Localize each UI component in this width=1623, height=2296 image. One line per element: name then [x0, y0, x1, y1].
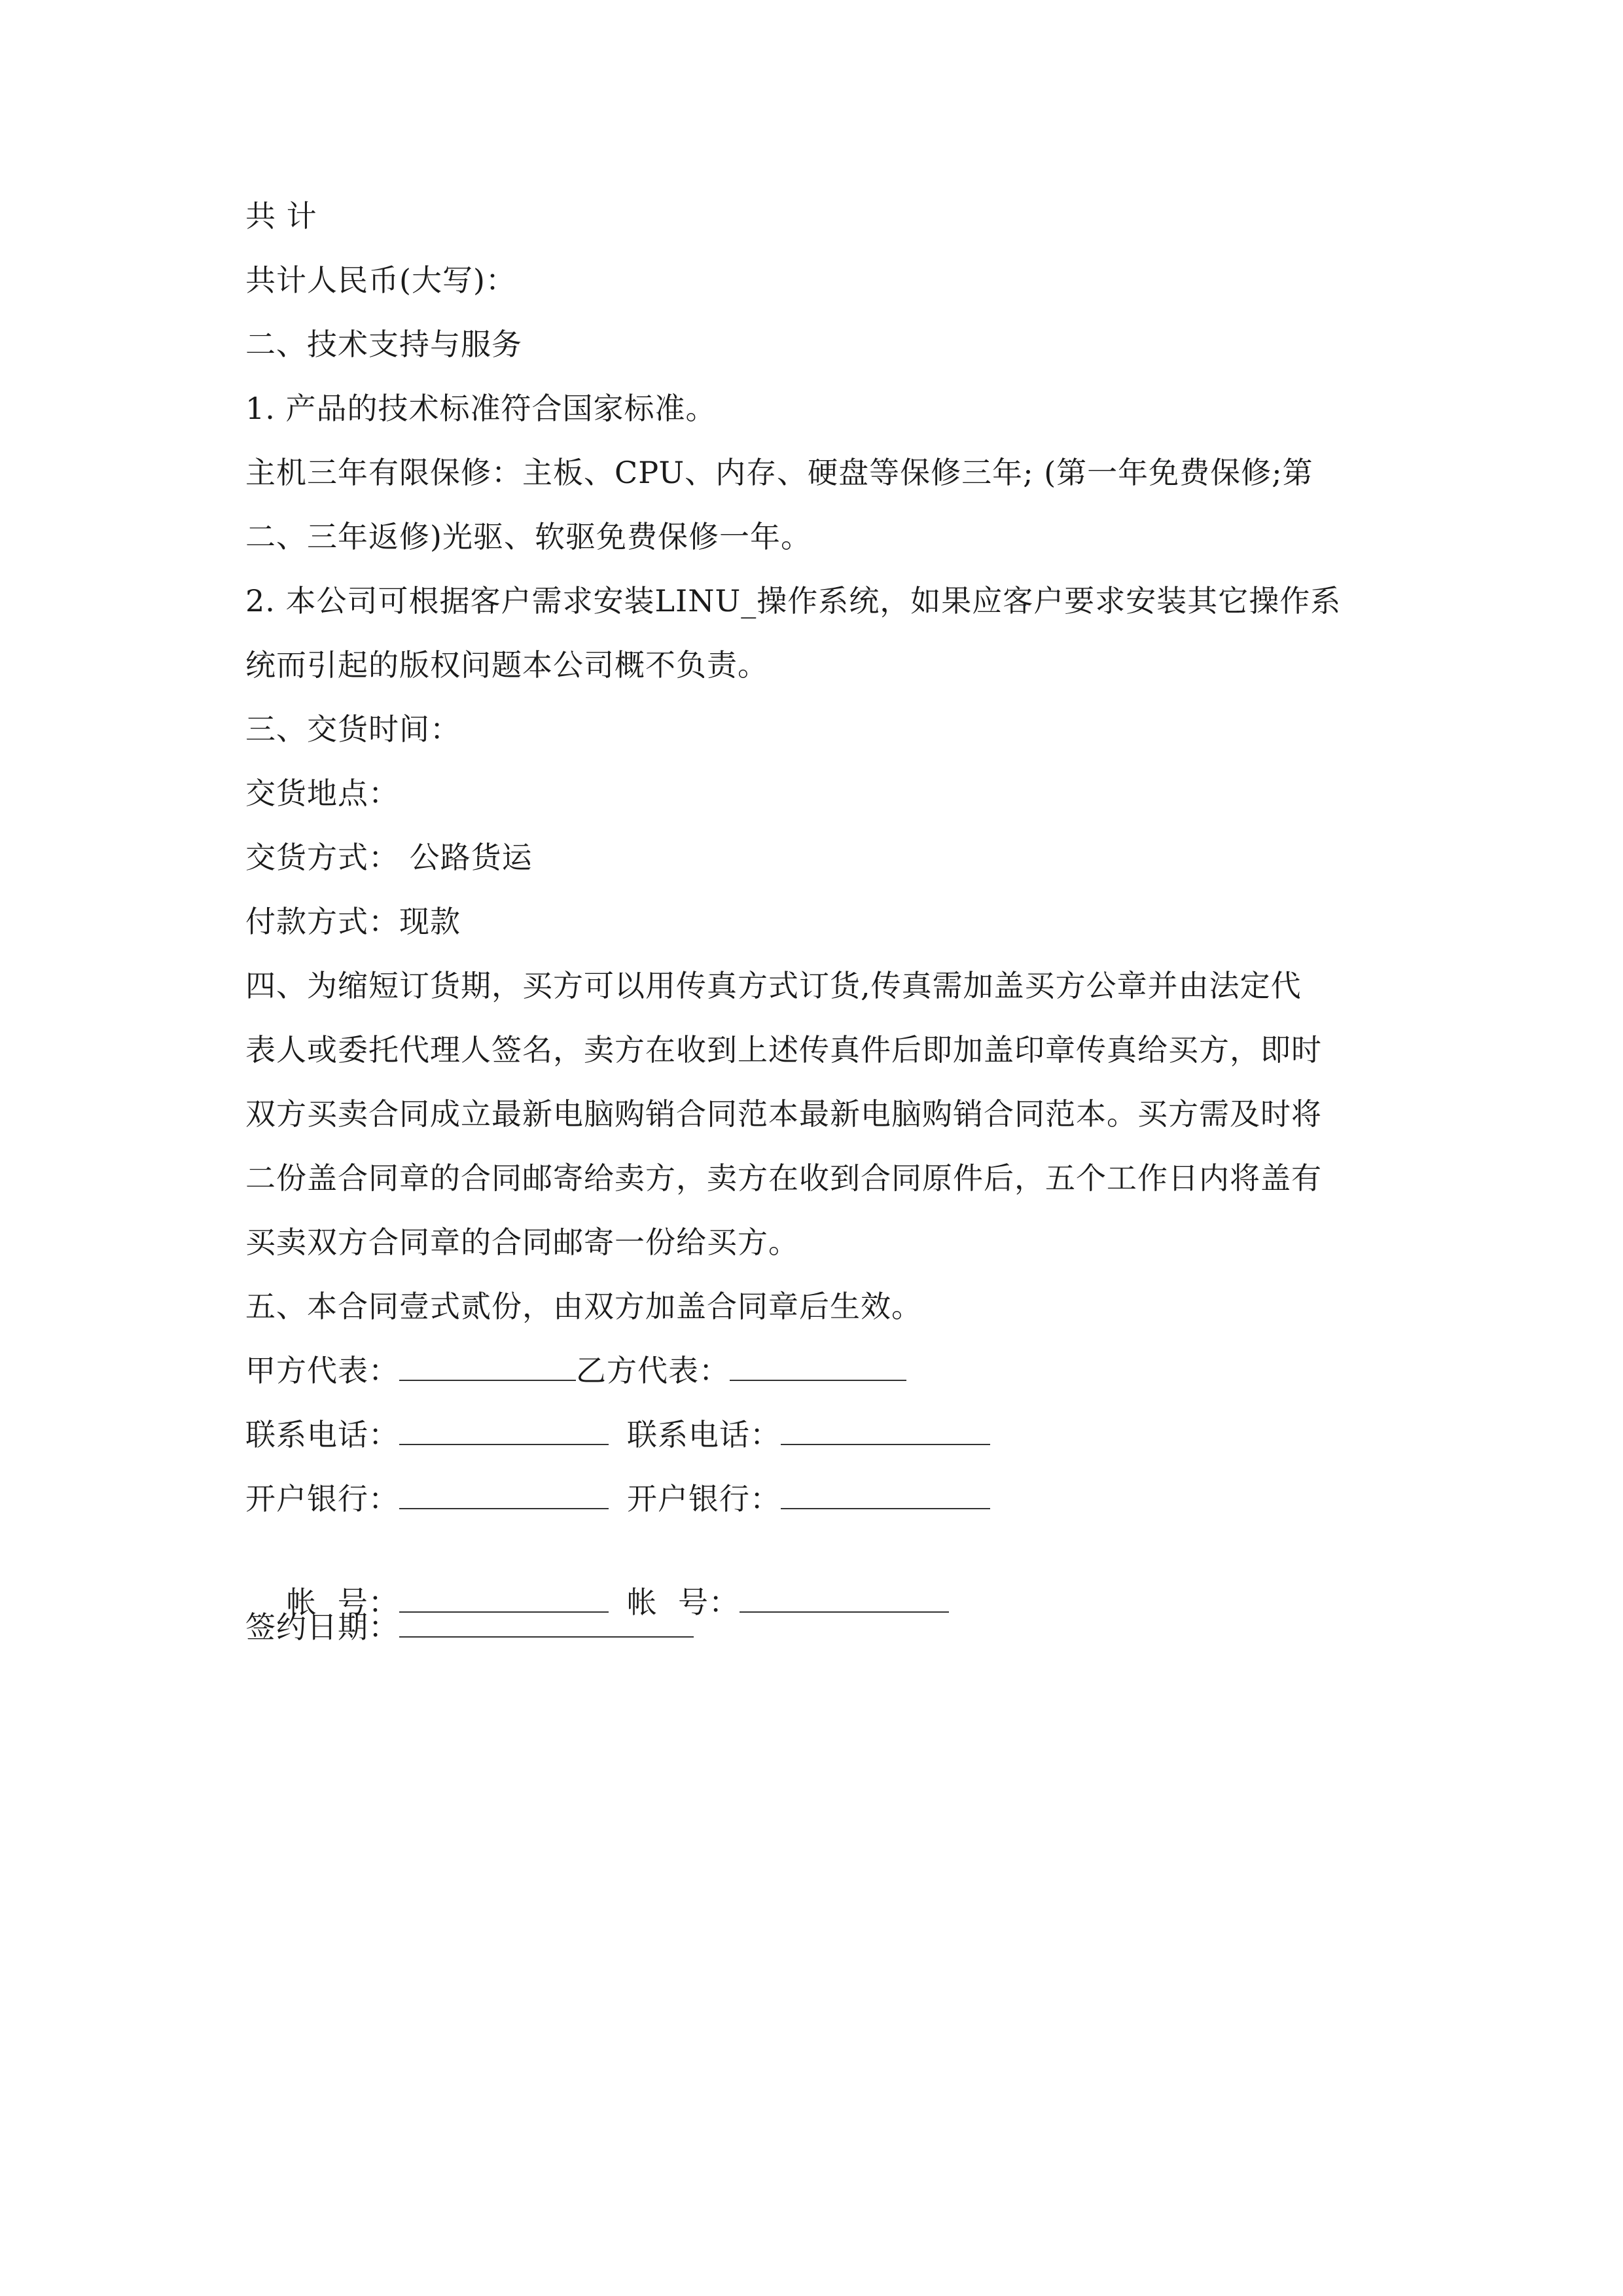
- sign-date-row: [245, 1607, 694, 1647]
- party-a-rep-field[interactable]: [399, 1351, 576, 1381]
- party-b-rep-field[interactable]: [730, 1351, 906, 1381]
- bank-a-field[interactable]: [399, 1479, 609, 1509]
- total-rmb-capital: 共计人民币(大写)：: [245, 262, 516, 298]
- bank-b-field[interactable]: [781, 1479, 990, 1509]
- sign-date-label: 签约日期：: [245, 1609, 399, 1645]
- account-b-label: 帐 号：: [626, 1585, 740, 1620]
- bank-a-label: 开户银行：: [245, 1481, 399, 1516]
- representatives-row: [245, 1351, 906, 1390]
- party-a-rep-label: 甲方代表：: [245, 1353, 399, 1388]
- warranty-text-line-2: 二、三年返修)光驱、软驱免费保修一年。: [245, 519, 812, 554]
- phone-b-field[interactable]: [781, 1415, 990, 1445]
- bank-row: [245, 1479, 990, 1518]
- section-4-line-4: 二份盖合同章的合同邮寄给卖方，卖方在收到合同原件后，五个工作日内将盖有: [245, 1160, 1322, 1196]
- delivery-method: 交货方式： 公路货运: [245, 840, 533, 875]
- phone-a-field[interactable]: [399, 1415, 609, 1445]
- section-2-heading: 二、技术支持与服务: [245, 327, 522, 362]
- clause-2-2-line-2: 统而引起的版权问题本公司概不负责。: [245, 647, 768, 683]
- section-4-line-5: 买卖双方合同章的合同邮寄一份给买方。: [245, 1225, 799, 1260]
- section-4-line-2: 表人或委托代理人签名，卖方在收到上述传真件后即加盖印章传真给买方，即时: [245, 1032, 1322, 1067]
- section-4-line-1: 四、为缩短订货期，买方可以用传真方式订货,传真需加盖买方公章并由法定代: [245, 968, 1302, 1003]
- phone-b-label: 联系电话：: [627, 1417, 781, 1452]
- section-4-line-3: 双方买卖合同成立最新电脑购销合同范本最新电脑购销合同范本。买方需及时将: [245, 1096, 1322, 1132]
- delivery-place: 交货地点：: [245, 776, 399, 811]
- account-b-field[interactable]: [740, 1583, 949, 1613]
- phone-a-label: 联系电话：: [245, 1417, 399, 1452]
- section-5: 五、本合同壹式贰份，由双方加盖合同章后生效。: [245, 1289, 922, 1324]
- payment-method: 付款方式：现款: [245, 904, 461, 939]
- section-3-delivery-time: 三、交货时间：: [245, 711, 461, 747]
- total-label: 共 计: [245, 198, 317, 234]
- warranty-text-line-1: 主机三年有限保修：主板、CPU、内存、硬盘等保修三年; (第一年免费保修;第: [245, 455, 1313, 490]
- sign-date-field[interactable]: [399, 1607, 694, 1638]
- clause-2-2-line-1: 2. 本公司可根据客户需求安装LINU_操作系统，如果应客户要求安装其它操作系: [245, 583, 1342, 619]
- phone-row: [245, 1415, 990, 1454]
- account-a-label: 帐 号：: [286, 1585, 399, 1620]
- bank-b-label: 开户银行：: [627, 1481, 781, 1516]
- clause-2-1: 1. 产品的技术标准符合国家标准。: [245, 391, 717, 426]
- party-b-rep-label: 乙方代表：: [576, 1353, 730, 1388]
